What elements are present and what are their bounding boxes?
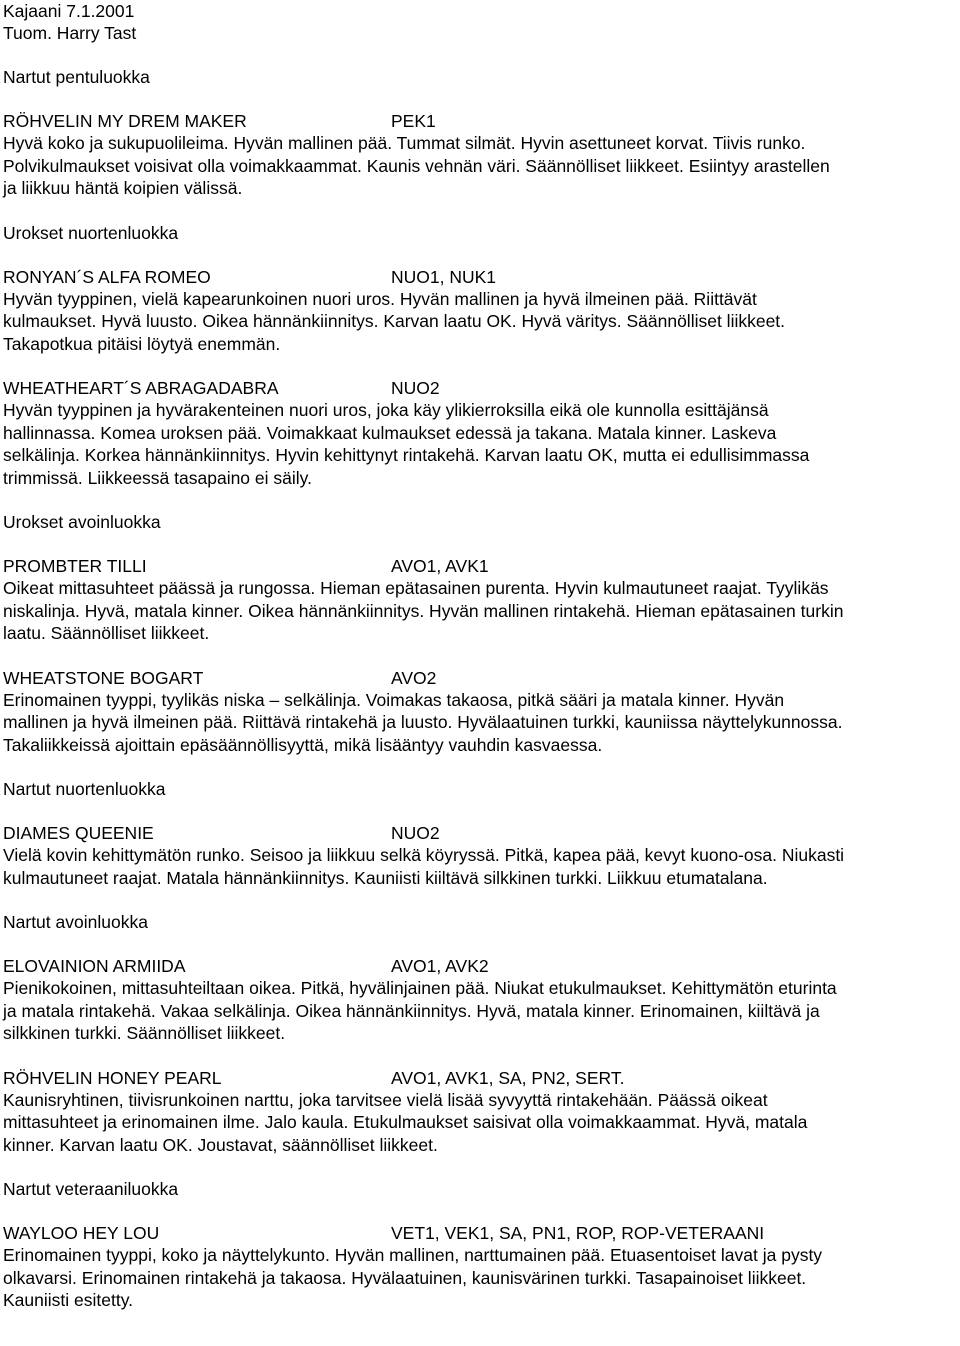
critique-line: mallinen ja hyvä ilmeinen pää. Riittävä rintakehä ja luusto. Hyvälaatuinen turkki, kauniissa näyttelykunnossa. bbox=[3, 712, 843, 732]
critique-line: Erinomainen tyyppi, koko ja näyttelykunto. Hyvän mallinen, narttumainen pää. Etuasentoiset lavat ja pysty bbox=[3, 1245, 823, 1265]
critique-line: Vielä kovin kehittymätön runko. Seisoo ja liikkuu selkä köyryssä. Pitkä, kapea pää, kevyt kuono-osa. Niukasti bbox=[3, 845, 845, 865]
critique-line: Kaunisryhtinen, tiivisrunkoinen narttu, joka tarvitsee vielä lisää syvyyttä rintakehään. Päässä oikeat bbox=[3, 1089, 768, 1110]
dog-heading bbox=[3, 955, 958, 977]
critique-line: silkkinen turkki. Säännölliset liikkeet. bbox=[3, 1023, 286, 1043]
class-title: Urokset avoinluokka bbox=[3, 512, 161, 532]
dog-entry bbox=[3, 667, 958, 757]
critique-line: trimmissä. Liikkeessä tasapaino ei säily. bbox=[3, 467, 312, 488]
dog-critique bbox=[3, 132, 958, 200]
critique-line: Oikeat mittasuhteet päässä ja rungossa. Hieman epätasainen purenta. Hyvin kulmautuneet raajat. Tyylikäs bbox=[3, 578, 829, 598]
dog-name: RÖHVELIN MY DREM MAKER bbox=[3, 111, 247, 131]
class-title: Nartut pentuluokka bbox=[3, 67, 150, 87]
dog-result: AVO2 bbox=[391, 667, 437, 688]
critique-line: Takaliikkeissä ajoittain epäsäännöllisyyttä, mikä lisääntyy vauhdin kasvaessa. bbox=[3, 734, 603, 755]
dog-result: NUO1, NUK1 bbox=[391, 266, 497, 287]
dog-entry bbox=[3, 955, 958, 1045]
critique-line: hallinnassa. Komea uroksen pää. Voimakkaat kulmaukset edessä ja takana. Matala kinner. Laskeva bbox=[3, 422, 777, 443]
class-title: Urokset nuortenluokka bbox=[3, 222, 179, 243]
dog-heading bbox=[3, 667, 958, 689]
class-title: Nartut avoinluokka bbox=[3, 912, 148, 932]
dog-result: VET1, VEK1, SA, PN1, ROP, ROP-VETERAANI bbox=[391, 1223, 765, 1243]
critique-line: Hyvän tyyppinen ja hyvärakenteinen nuori uros, joka käy ylikierroksilla eikä ole kunnolla esittäjänsä bbox=[3, 400, 769, 420]
classes-container bbox=[3, 66, 958, 1312]
dog-critique bbox=[3, 1244, 958, 1312]
class-title: Nartut veteraaniluokka bbox=[3, 1179, 179, 1199]
dog-entry bbox=[3, 555, 958, 645]
critique-line: Pienikokoinen, mittasuhteiltaan oikea. Pitkä, hyvälinjainen pää. Niukat etukulmaukset. Kehittymätön eturinta bbox=[3, 978, 837, 998]
critique-line: Polvikulmaukset voisivat olla voimakkaammat. Kaunis vehnän väri. Säännölliset liikkeet. Esiintyy arastellen bbox=[3, 155, 830, 176]
dog-name: WHEATSTONE BOGART bbox=[3, 667, 204, 688]
dog-heading bbox=[3, 555, 958, 577]
dog-critique bbox=[3, 288, 958, 356]
critique-line: ja matala rintakehä. Vakaa selkälinja. Oikea hännänkiinnitys. Hyvä, matala kinner. Erinomainen, kiiltävä ja bbox=[3, 1000, 820, 1021]
dog-result: NUO2 bbox=[391, 823, 440, 843]
dog-heading bbox=[3, 110, 958, 132]
dog-entry bbox=[3, 377, 958, 489]
dog-result: AVO1, AVK1 bbox=[391, 556, 489, 576]
dog-result: NUO2 bbox=[391, 378, 440, 398]
dog-name: RÖHVELIN HONEY PEARL bbox=[3, 1067, 222, 1088]
critique-line: olkavarsi. Erinomainen rintakehä ja takaosa. Hyvälaatuinen, kaunisvärinen turkki. Tasapainoiset liikkeet. bbox=[3, 1267, 807, 1288]
dog-result: PEK1 bbox=[391, 111, 436, 131]
critique-line: selkälinja. Korkea hännänkiinnitys. Hyvin kehittynyt rintakehä. Karvan laatu OK, mutta ei edullisimmassa bbox=[3, 445, 810, 465]
dog-name: WHEATHEART´S ABRAGADABRA bbox=[3, 378, 279, 398]
critique-line: Kauniisti esitetty. bbox=[3, 1290, 134, 1310]
dog-name: ELOVAINION ARMIIDA bbox=[3, 956, 186, 976]
dog-heading bbox=[3, 1222, 958, 1244]
place-date: Kajaani 7.1.2001 bbox=[3, 1, 135, 21]
critique-line: Erinomainen tyyppi, tyylikäs niska – selkälinja. Voimakas takaosa, pitkä sääri ja matala kinner. Hyvän bbox=[3, 689, 785, 710]
dog-heading bbox=[3, 822, 958, 844]
dog-result: AVO1, AVK1, SA, PN2, SERT. bbox=[391, 1067, 625, 1088]
dog-critique bbox=[3, 844, 958, 889]
dog-entry bbox=[3, 266, 958, 356]
critique-line: Hyvän tyyppinen, vielä kapearunkoinen nuori uros. Hyvän mallinen ja hyvä ilmeinen pää. Riittävät bbox=[3, 288, 757, 309]
dog-entry bbox=[3, 1222, 958, 1312]
critique-line: niskalinja. Hyvä, matala kinner. Oikea hännänkiinnitys. Hyvän mallinen rintakehä. Hieman epätasainen turkin bbox=[3, 600, 844, 621]
dog-critique bbox=[3, 977, 958, 1045]
dog-result: AVO1, AVK2 bbox=[391, 956, 489, 976]
dog-entry bbox=[3, 1067, 958, 1157]
dog-critique bbox=[3, 577, 958, 645]
dog-heading bbox=[3, 377, 958, 399]
critique-line: kulmaukset. Hyvä luusto. Oikea hännänkiinnitys. Karvan laatu OK. Hyvä väritys. Säännölliset liikkeet. bbox=[3, 311, 786, 331]
judge-name: Tuom. Harry Tast bbox=[3, 23, 137, 43]
dog-name: PROMBTER TILLI bbox=[3, 556, 147, 576]
dog-name: DIAMES QUEENIE bbox=[3, 823, 154, 843]
dog-name: WAYLOO HEY LOU bbox=[3, 1223, 160, 1243]
critique-line: mittasuhteet ja erinomainen ilme. Jalo kaula. Etukulmaukset saisivat olla voimakkaammat. Hyvä, matala bbox=[3, 1112, 808, 1132]
judging-report bbox=[3, 0, 958, 1312]
dog-entry bbox=[3, 110, 958, 200]
critique-line: ja liikkuu häntä koipien välissä. bbox=[3, 178, 243, 198]
dog-critique bbox=[3, 689, 958, 757]
dog-critique bbox=[3, 399, 958, 489]
dog-critique bbox=[3, 1089, 958, 1157]
dog-heading bbox=[3, 266, 958, 288]
critique-line: Takapotkua pitäisi löytyä enemmän. bbox=[3, 333, 281, 354]
dog-heading bbox=[3, 1067, 958, 1089]
dog-name: RONYAN´S ALFA ROMEO bbox=[3, 266, 211, 287]
critique-line: kinner. Karvan laatu OK. Joustavat, säännölliset liikkeet. bbox=[3, 1134, 438, 1155]
dog-entry bbox=[3, 822, 958, 889]
critique-line: Hyvä koko ja sukupuolileima. Hyvän mallinen pää. Tummat silmät. Hyvin asettuneet korvat. Tiivis runko. bbox=[3, 133, 806, 153]
class-title: Nartut nuortenluokka bbox=[3, 779, 166, 799]
critique-line: kulmautuneet raajat. Matala hännänkiinnitys. Kauniisti kiiltävä silkkinen turkki. Liikkuu etumatalana. bbox=[3, 867, 768, 888]
critique-line: laatu. Säännölliset liikkeet. bbox=[3, 623, 210, 643]
